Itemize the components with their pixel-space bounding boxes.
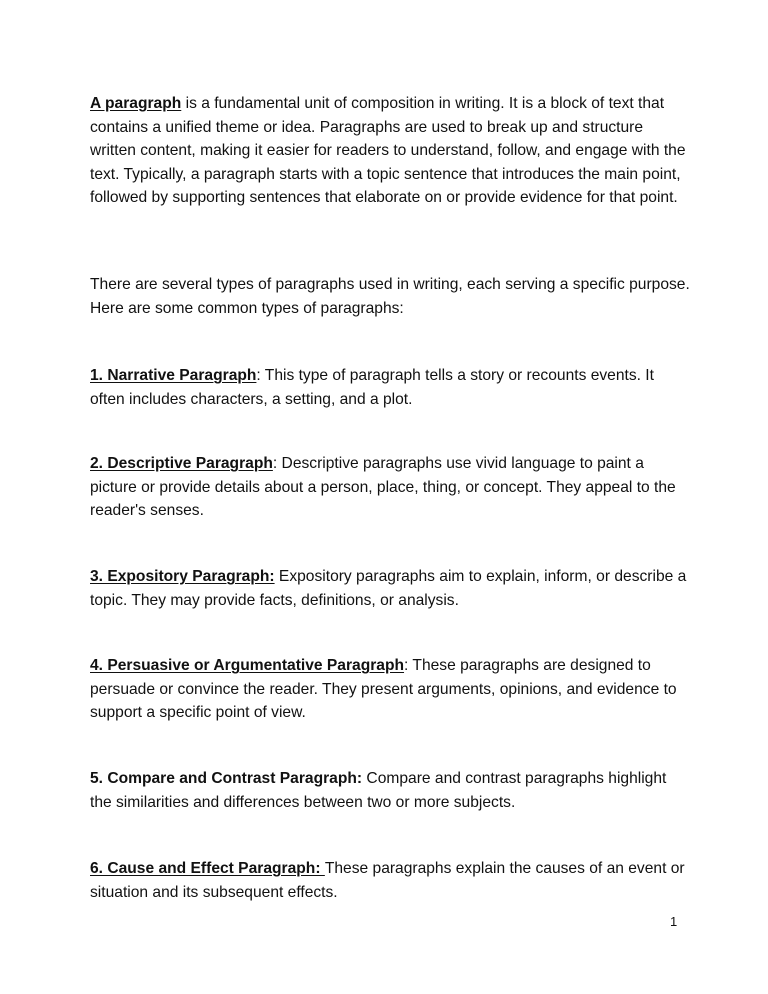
type-term: 6. Cause and Effect Paragraph:	[90, 860, 325, 877]
intro-term: A paragraph	[90, 95, 182, 112]
type-paragraph-expository	[90, 565, 690, 612]
type-paragraph-narrative	[90, 364, 690, 411]
type-text: These paragraphs explain the causes of an event or situation and its subsequent effects.	[90, 860, 685, 901]
type-paragraph-cause-effect	[90, 857, 690, 904]
type-paragraph-descriptive	[90, 452, 690, 523]
type-term: 1. Narrative Paragraph	[90, 367, 257, 384]
types-intro-paragraph: There are several types of paragraphs used in writing, each serving a specific purpose. Here are some common types of paragraphs:	[90, 276, 690, 317]
type-text: : This type of paragraph tells a story or recounts events. It often includes characters, a setting, and a plot.	[90, 367, 654, 408]
type-term: 3. Expository Paragraph:	[90, 568, 275, 585]
intro-text: is a fundamental unit of composition in writing. It is a block of text that contains a unified theme or idea. Paragraphs are used to break up and structure written content, making it easier for readers to understand, follow, and engage with the text. Typically, a paragraph starts with a topic sentence that introduces the main point, followed by supporting sentences that elaborate on or provide evidence for that point.	[90, 95, 686, 206]
type-term: 2. Descriptive Paragraph	[90, 455, 273, 472]
type-text: Compare and contrast paragraphs highlight the similarities and differences between two or more subjects.	[90, 770, 667, 811]
type-paragraph-compare-contrast	[90, 767, 690, 814]
intro-paragraph	[90, 92, 690, 210]
page-number: 1	[670, 914, 678, 929]
type-paragraph-persuasive	[90, 654, 690, 725]
type-text: Expository paragraphs aim to explain, inform, or describe a topic. They may provide facts, definitions, or analysis.	[90, 568, 687, 609]
type-text: : Descriptive paragraphs use vivid language to paint a picture or provide details about a person, place, thing, or concept. They appeal to the reader's senses.	[90, 455, 676, 519]
type-text: : These paragraphs are designed to persuade or convince the reader. They present arguments, opinions, and evidence to support a specific point of view.	[90, 657, 677, 721]
type-term: 4. Persuasive or Argumentative Paragraph	[90, 657, 405, 674]
type-term: 5. Compare and Contrast Paragraph:	[90, 770, 363, 787]
